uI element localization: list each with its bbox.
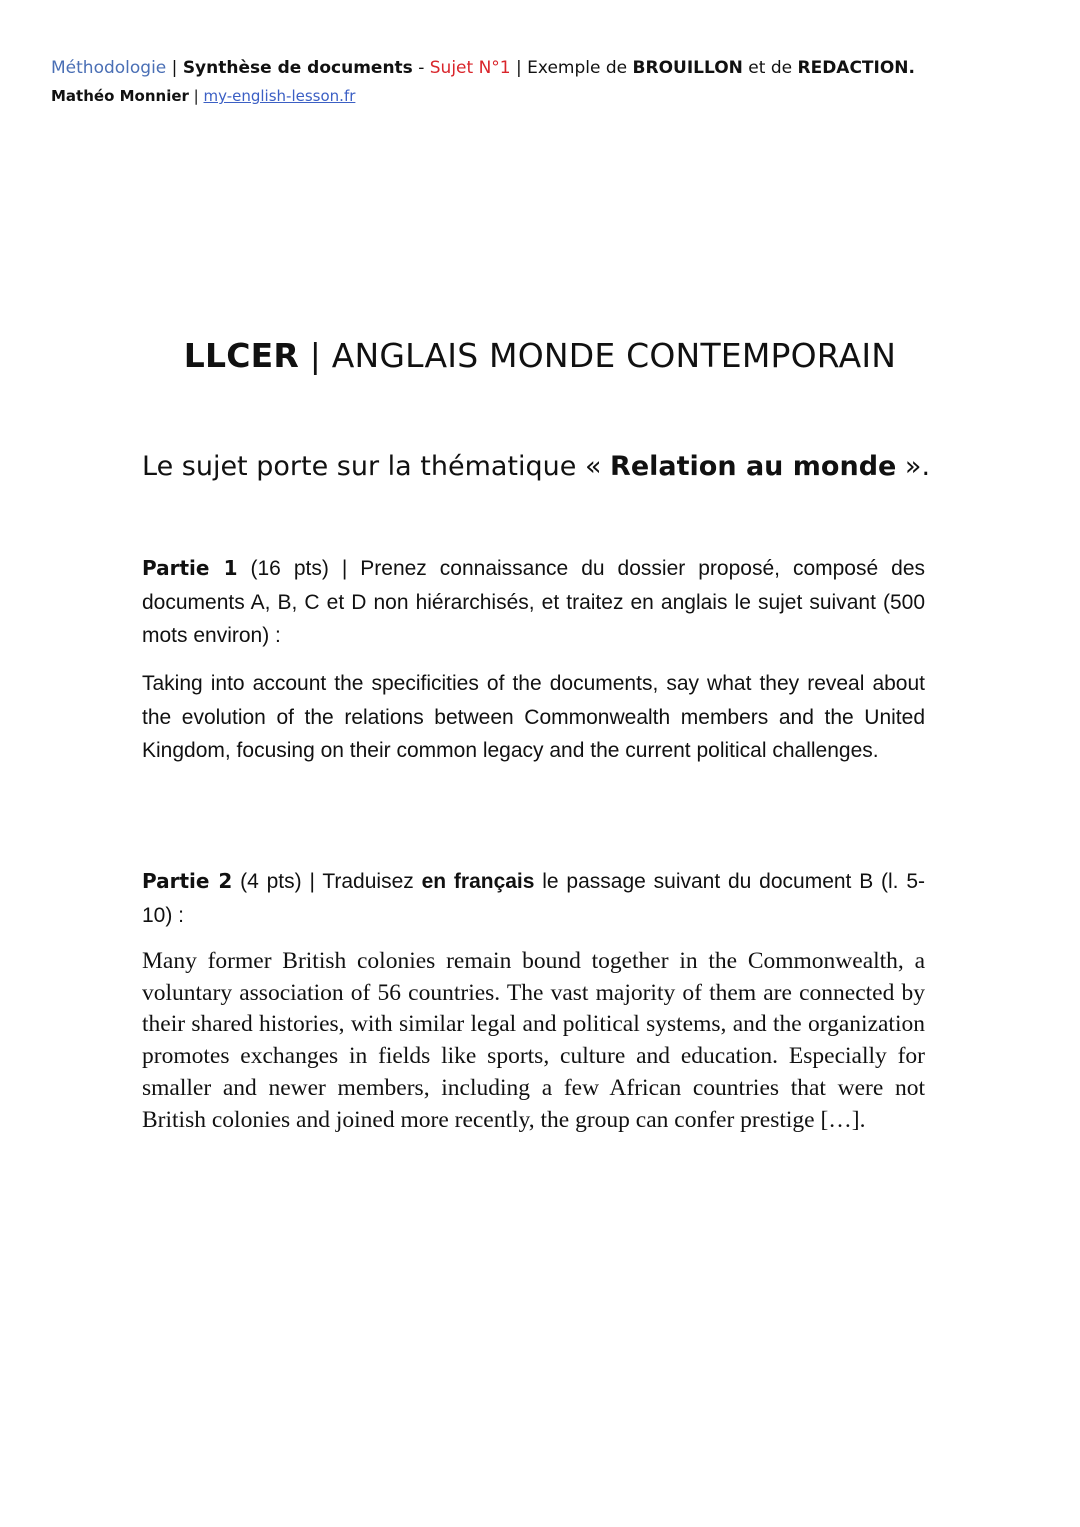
title-rest: ANGLAIS MONDE CONTEMPORAIN [331, 336, 897, 375]
header-exemple: Exemple de [527, 58, 633, 78]
header-sujet: Sujet N°1 [429, 58, 511, 78]
header-separator: | [188, 87, 204, 105]
header-separator: | [510, 58, 528, 78]
partie-2-emphasis: en français [421, 870, 535, 893]
partie-2-text-b: le passage suivant du document B (l. 5-10) : [142, 870, 925, 927]
page-header [51, 56, 1031, 108]
page-title [0, 334, 1080, 378]
partie-1-text: (16 pts) | Prenez connaissance du dossier proposé, composé des documents A, B, C et D non hiérarchisés, et traitez en anglais le sujet suivant (500 mots environ) : [142, 557, 925, 647]
header-et-de: et de [742, 58, 798, 78]
header-separator: | [166, 58, 183, 78]
translation-passage: Many former British colonies remain bound together in the Commonwealth, a voluntary association of 56 countries. The vast majority of them are connected by their shared histories, with similar legal and political systems, and the organization promotes exchanges in fields like sports, culture and education. Especially for smaller and newer members, including a few African countries that were not British colonies and joined more recently, the group can confer prestige […]. [142, 948, 925, 1133]
subject-prefix: Le sujet porte sur la thématique « [142, 451, 611, 482]
header-line-1 [51, 56, 1031, 80]
subject-theme: Relation au monde [610, 451, 897, 482]
header-dash: - [412, 58, 430, 78]
subject-suffix: ». [896, 451, 931, 482]
website-link[interactable]: my-english-lesson.fr [203, 87, 356, 105]
partie-1-question: Taking into account the specificities of the documents, say what they reveal about the evolution of the relations between Commonwealth members and the United Kingdom, focusing on their common legacy and the current political challenges. [142, 672, 925, 762]
header-synthese: Synthèse de documents [182, 58, 413, 78]
partie-1-label: Partie 1 [142, 556, 238, 580]
partie-2-label: Partie 2 [142, 869, 233, 893]
title-llcer: LLCER [183, 336, 300, 375]
partie-2-text-a: (4 pts) | Traduisez [232, 870, 422, 893]
header-methodologie: Méthodologie [51, 58, 167, 78]
header-dot: . [908, 58, 916, 78]
header-brouillon: BROUILLON [632, 58, 743, 78]
partie-2-instructions [142, 865, 925, 932]
header-redaction: REDACTION [797, 58, 909, 78]
partie-1-instructions [142, 552, 925, 653]
author-name: Mathéo Monnier [51, 87, 189, 105]
subject-line [142, 447, 930, 487]
header-line-2 [51, 84, 1031, 108]
title-separator: | [299, 336, 332, 375]
